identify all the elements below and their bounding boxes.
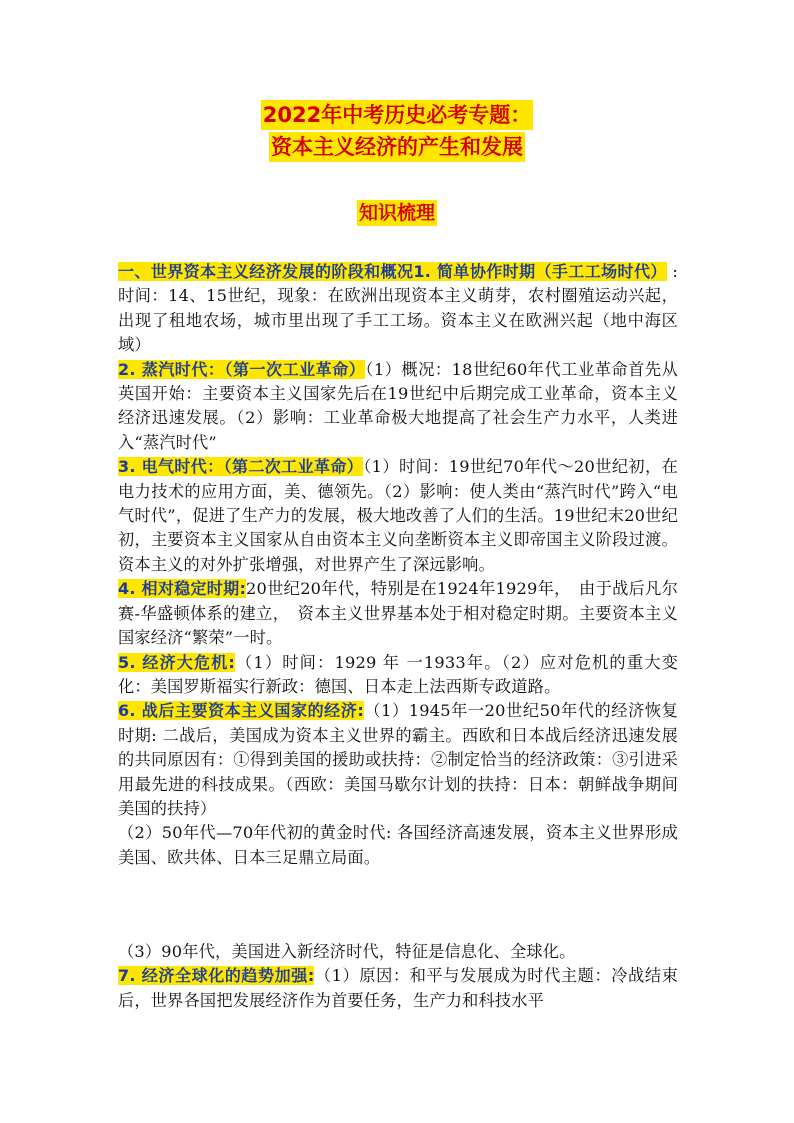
paragraph-6-2: （2）50年代—70年代初的黄金时代: 各国经济高速发展，资本主义世界形成美国、欧共体、日本三足鼎立局面。 [118, 823, 678, 867]
heading-stable-period: 4. 相对稳定时期: [118, 579, 247, 599]
text-postwar-economy: （1）1945年一20世纪50年代的经济恢复时期: 二战后，美国成为资本主义世界的霸主。西欧和日本战后经济迅速发展的共同原因有：①得到美国的援助或扶持：②制定恰当的经济政策：③引进采用最先进的科技成果。（西欧：美国马歇尔计划的扶持：日本：朝鲜战争期间美国的扶持） [118, 701, 678, 818]
text-stable-period: 20世纪20年代，特别是在1924年1929年， 由于战后凡尔赛-华盛顿体系的建立， 资本主义世界基本处于相对稳定时期。主要资本主义国家经济“繁荣”一时。 [118, 579, 678, 648]
document-title [0, 100, 794, 164]
heading-steam-age: 2. 蒸汽时代：（第一次工业革命） [118, 359, 366, 379]
paragraph-4 [118, 577, 678, 650]
paragraph-6 [118, 699, 678, 821]
heading-stages: 一、世界资本主义经济发展的阶段和概况 [118, 262, 414, 281]
text-globalization: （1）原因：和平与发展成为时代主题：冷战结束后，世界各国把发展经济作为首要任务，生产力和科技水平 [118, 966, 679, 1010]
title-line-1: 2022年中考历史必考专题： [261, 100, 533, 130]
text-electric-age: （1）时间：19世纪70年代～20世纪初，在电力技术的应用方面，美、德领先。（2）影响：使人类由“蒸汽时代”跨入“电气时代”，促进了生产力的发展，极大地改善了人们的生活。19世纪末20世纪初，主要资本主义国家从自由资本主义向垄断资本主义即帝国主义阶段过渡。资本主义的对外扩张增强，对世界产生了深远影响。 [118, 457, 678, 574]
heading-globalization: 7. 经济全球化的趋势加强: [118, 966, 315, 986]
paragraph-5 [118, 651, 678, 700]
text-handicraft: :时间：14、15世纪，现象：在欧洲出现资本主义萌芽，农村圈殖运动兴起，出现了租地农场，城市里出现了手工工场。资本主义在欧洲兴起（地中海区域） [118, 262, 679, 355]
paragraph-6-3: （3）90年代，美国进入新经济时代，特征是信息化、全球化。 [118, 942, 576, 961]
content-block-lower [118, 940, 678, 1013]
heading-postwar-economy: 6. 战后主要资本主义国家的经济: [118, 701, 364, 721]
title-line-2: 资本主义经济的产生和发展 [269, 132, 525, 162]
text-steam-age: （1）概况：18世纪60年代工业革命首先从英国开始：主要资本主义国家先后在19世纪中后期完成工业革命，资本主义经济迅速发展。（2）影响：工业革命极大地提高了社会生产力水平，人类进入“蒸汽时代” [118, 359, 678, 452]
subtitle-text: 知识梳理 [358, 202, 435, 224]
paragraph-2 [118, 358, 678, 456]
paragraph-3 [118, 455, 678, 577]
content-block-main [118, 260, 678, 870]
heading-handicraft: 1. 简单协作时期（手工工场时代） [413, 262, 667, 281]
paragraph-7 [118, 964, 678, 1013]
paragraph-1 [118, 260, 678, 358]
heading-great-depression: 5. 经济大危机: [118, 652, 235, 672]
heading-electric-age: 3. 电气时代：（第二次工业革命） [118, 457, 364, 477]
text-great-depression: （1）时间：1929 年 一1933年。（2）应对危机的重大变化：美国罗斯福实行新政：德国、日本走上法西斯专政道路。 [118, 652, 678, 696]
section-subtitle [0, 200, 794, 226]
